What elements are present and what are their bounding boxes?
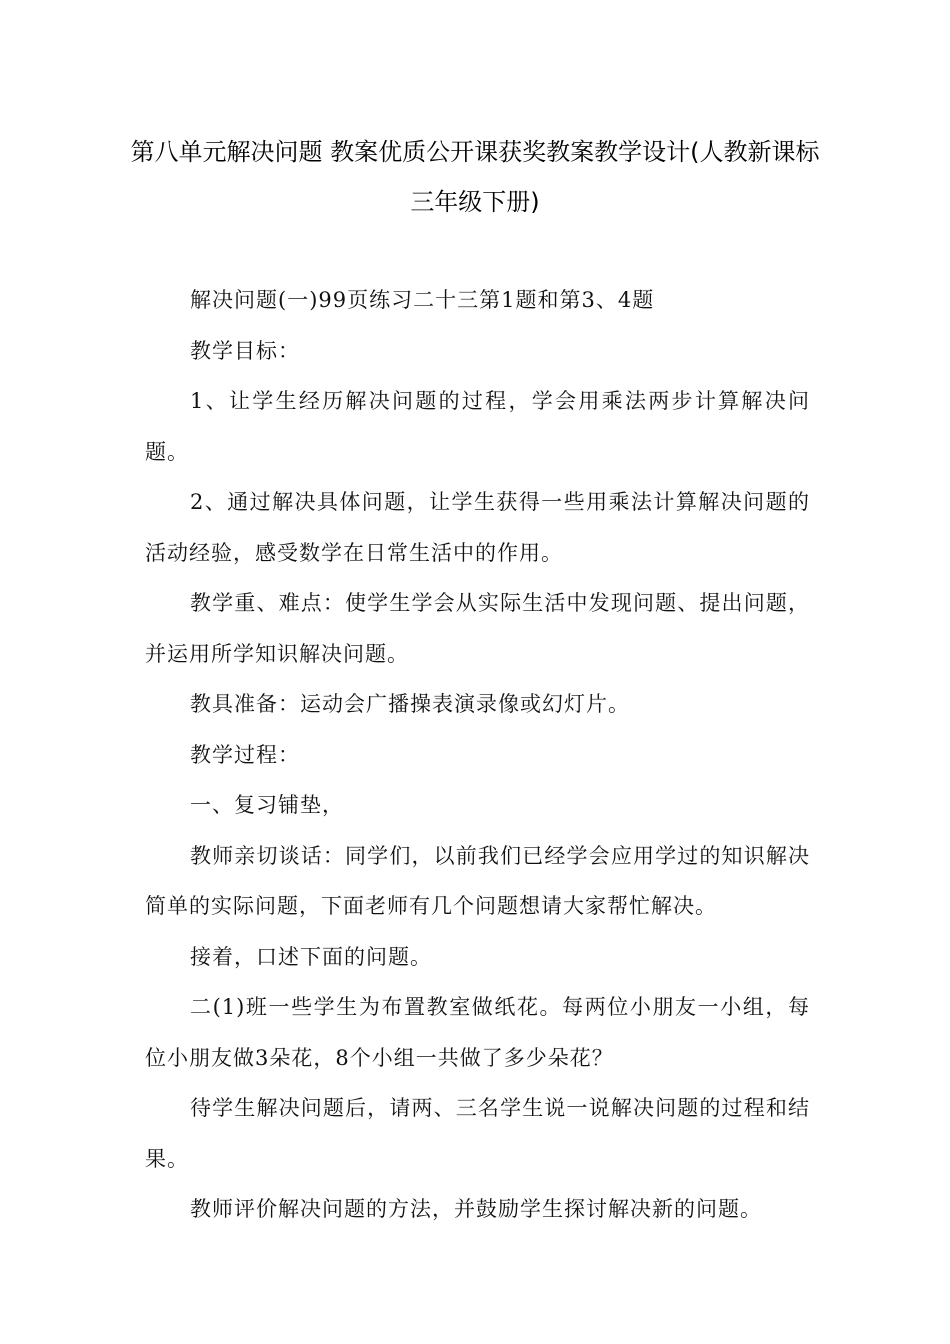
paragraph-section-review: 一、复习铺垫， [190,793,344,817]
paragraph-teacher-evaluate: 教师评价解决问题的方法，并鼓励学生探讨解决新的问题。 [190,1197,762,1221]
paragraph-key-points: 教学重、难点：使学生学会从实际生活中发现问题、提出问题，并运用所学知识解决问题。 [145,591,810,666]
paragraph-objective-1: 1、让学生经历解决问题的过程，学会用乘法两步计算解决问题。 [145,389,810,464]
paragraph-materials: 教具准备：运动会广播操表演录像或幻灯片。 [190,692,630,716]
paragraph-objectives-heading: 教学目标： [190,338,300,363]
paragraph-problem: 二(1)班一些学生为布置教室做纸花。每两位小朋友一小组，每位小朋友做3朵花，8个小组一共做了多少朵花？ [145,995,810,1070]
document-body [145,275,810,1235]
document-title-line-2: 三年级下册) [410,188,540,216]
document-title-line-1: 第八单元解决问题 教案优质公开课获奖教案教学设计(人教新课标 [130,138,820,166]
paragraph-lesson-heading: 解决问题(一)99页练习二十三第1题和第3、4题 [190,288,655,312]
paragraph-teacher-talk: 教师亲切谈话：同学们，以前我们已经学会应用学过的知识解决简单的实际问题，下面老师有几个问题想请大家帮忙解决。 [145,843,810,918]
paragraph-student-explain: 待学生解决问题后，请两、三名学生说一说解决问题的过程和结果。 [145,1096,810,1171]
paragraph-process-heading: 教学过程： [190,742,300,767]
paragraph-oral-problem: 接着，口述下面的问题。 [190,944,432,969]
paragraph-objective-2: 2、通过解决具体问题，让学生获得一些用乘法计算解决问题的活动经验，感受数学在日常生活中的作用。 [145,490,810,565]
